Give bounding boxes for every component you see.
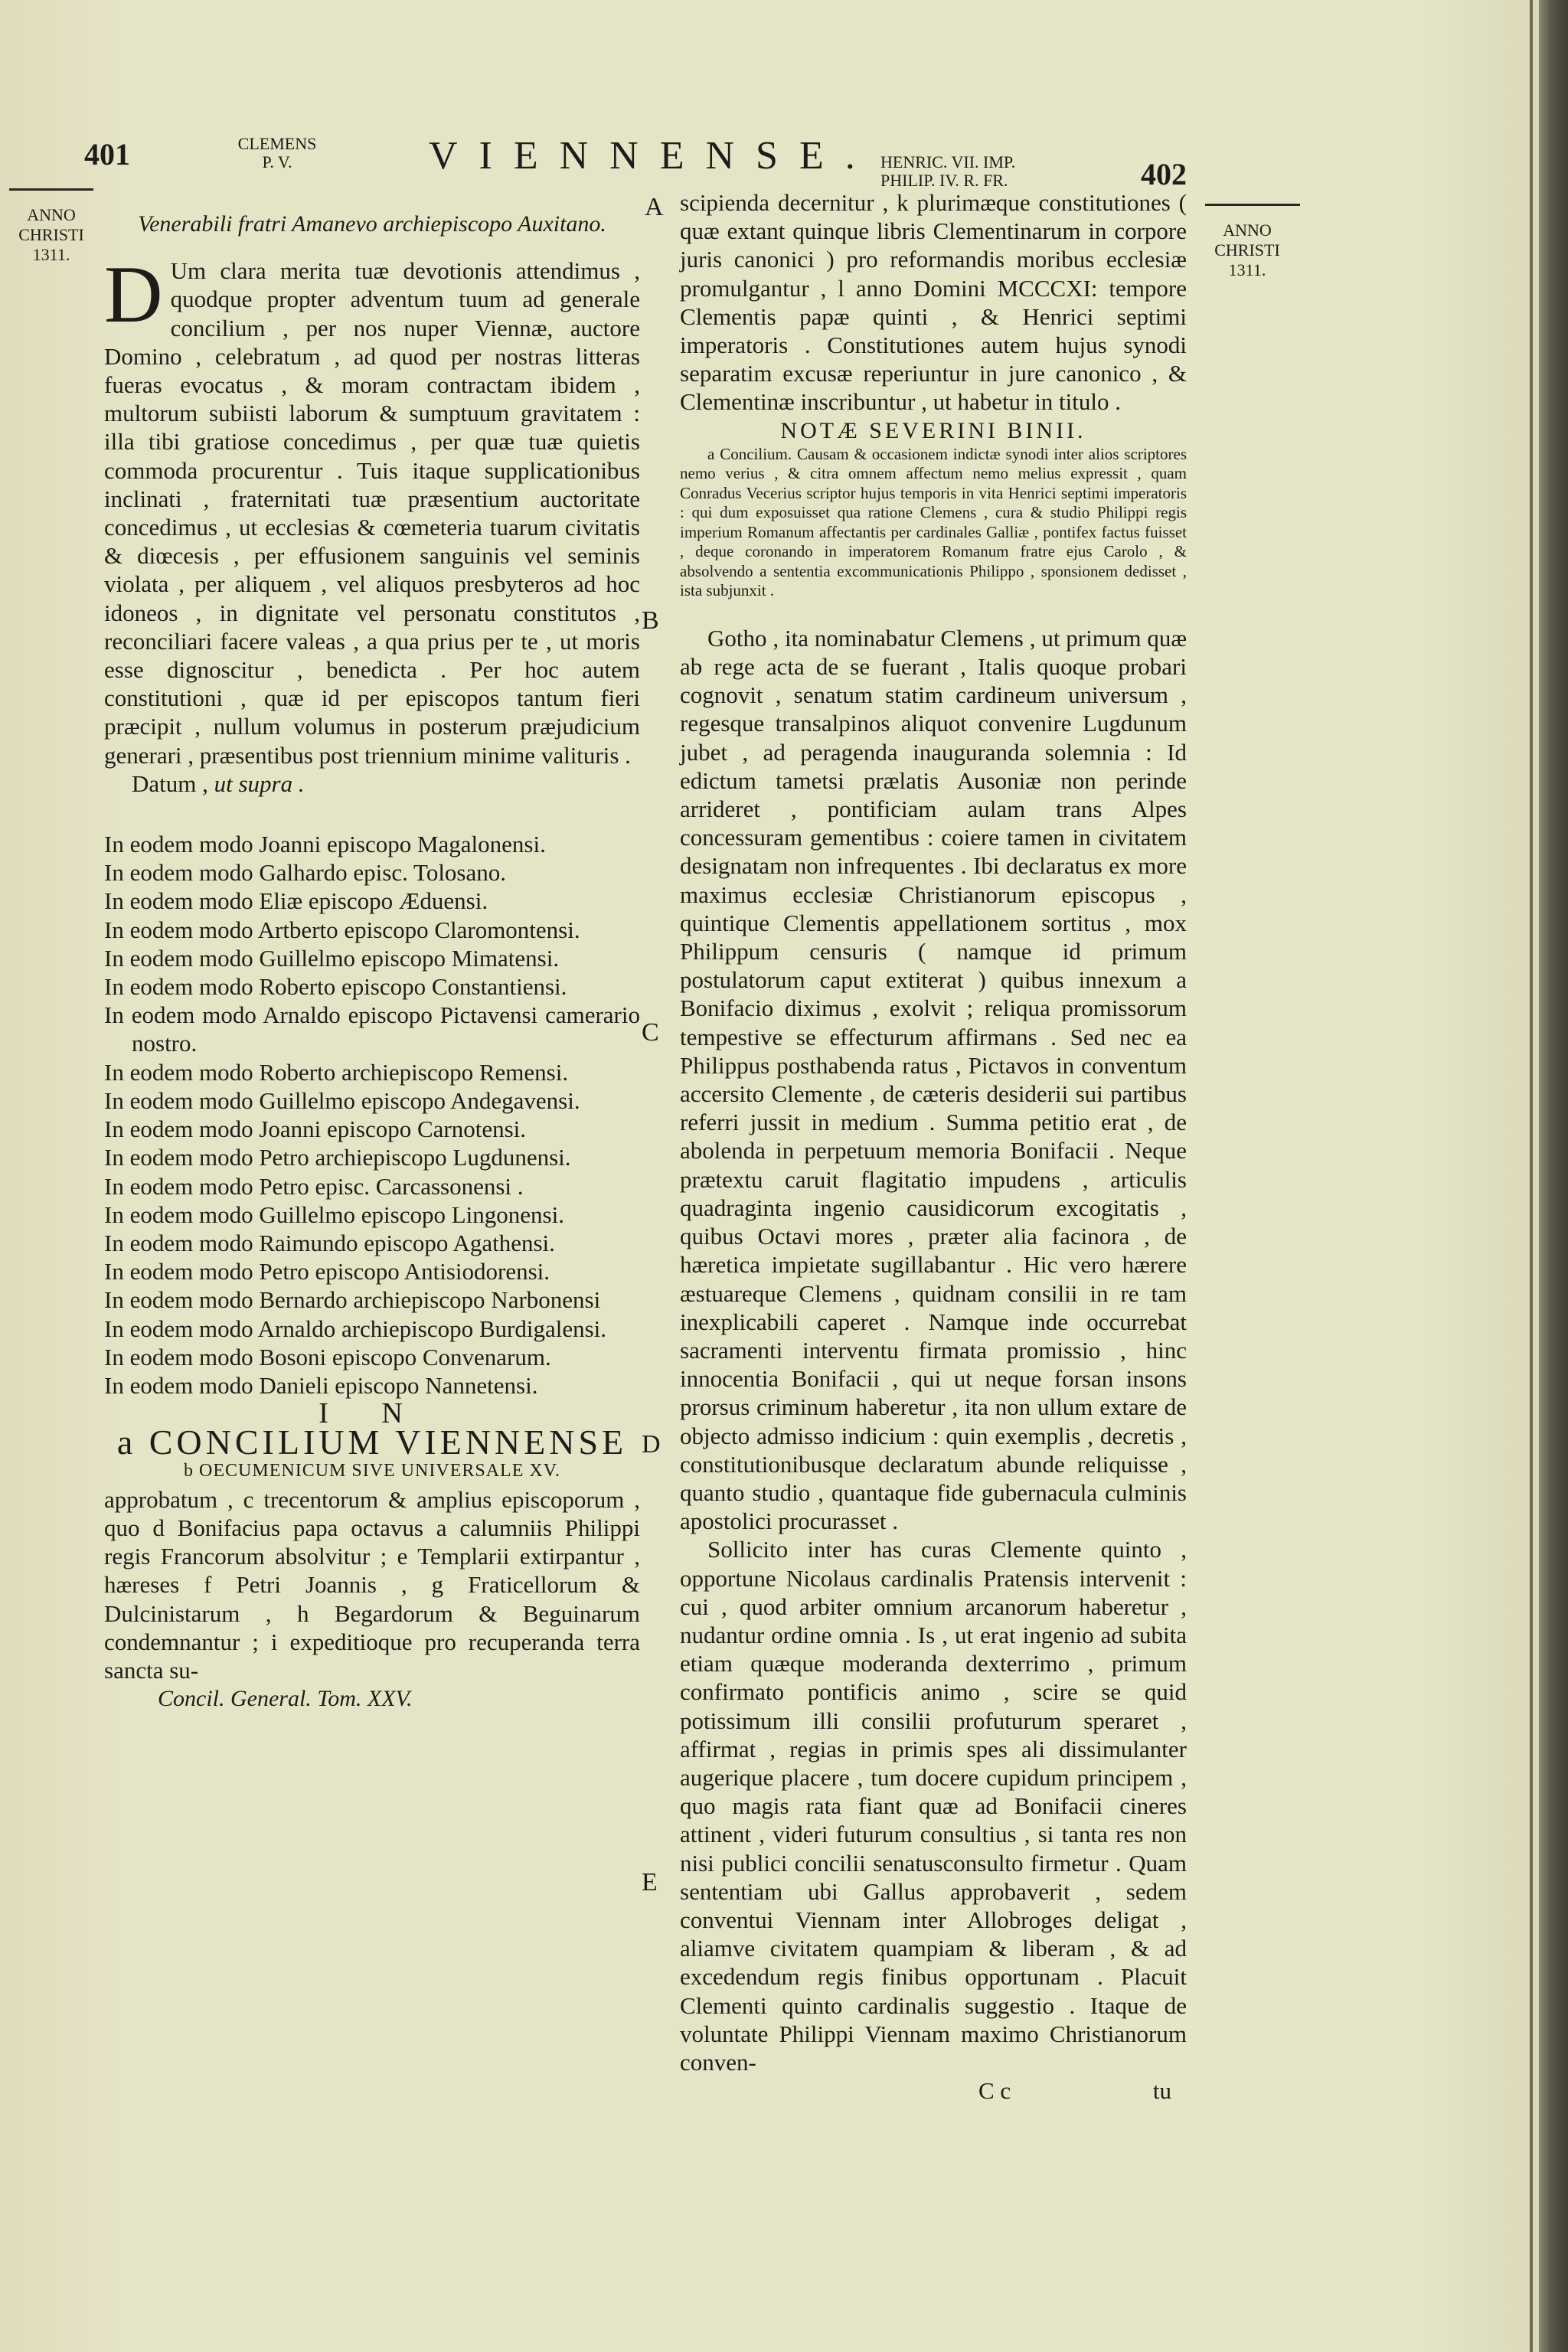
- signature-mark: C c: [978, 2077, 1011, 2105]
- recipient-entry: In eodem modo Joanni episcopo Magalonensi.: [104, 831, 546, 858]
- recipient-entry: In eodem modo Arnaldo archiepiscopo Burdigalensi.: [104, 1315, 607, 1342]
- recipient-entry: In eodem modo Guillelmo episcopo Lingonensi.: [104, 1200, 564, 1228]
- in-heading: I N: [318, 1397, 426, 1430]
- recipient-entry: In eodem modo Bernardo archiepiscopo Narbonensi: [104, 1286, 601, 1314]
- recipient-entry: In eodem modo Danieli episcopo Nannetensi.: [104, 1371, 538, 1399]
- recipient-entry: In eodem modo Roberto episcopo Constantiensi.: [104, 973, 567, 1001]
- recipient-entry: In eodem modo Joanni episcopo Carnotensi.: [104, 1116, 527, 1143]
- recipient-entry: In eodem modo Petro episcopo Antisiodorensi.: [104, 1258, 550, 1285]
- recipient-entry: In eodem modo Guillelmo episcopo Andegavensi.: [104, 1086, 580, 1114]
- section-letter-c: C: [642, 1018, 659, 1047]
- note-a: a Concilium. Causam & occasionem indictæ synodi inter alios scriptores nemo verius , & citra omnem affectum nemo melius expressit , quam Conradus Vecerius scriptor hujus temporis in vita Henrici septimi imperatoris : qui dum exposuisset qua ratione Clemens , cura & studio Philippi regis imperium Romanum affectantis per cardinales Galliæ , pontifex factus fuisset , deque coronando in imperatorem Romanum fratre ejus Carolo , & absolvendo a sententia excommunicationis Philippo , sponsionem dedisset , ista subjunxit .: [680, 444, 1187, 600]
- running-head-line: P. V.: [262, 152, 292, 172]
- left-column: [104, 210, 640, 1713]
- recipient-list: [104, 830, 640, 1400]
- right-running-head: [880, 153, 1133, 190]
- recipient-entry: In eodem modo Roberto archiepiscopo Remensi.: [104, 1058, 569, 1086]
- recipient-entry: In eodem modo Bosoni episcopo Convenarum.: [104, 1343, 551, 1370]
- drop-cap: D: [104, 250, 163, 340]
- datum-italic: ut supra .: [214, 769, 305, 797]
- running-head-line: PHILIP. IV. R. FR.: [880, 171, 1008, 190]
- recipient-entry: In eodem modo Arnaldo episcopo Pictavensi camerario nostro.: [104, 1001, 640, 1057]
- section-letter-e: E: [642, 1868, 658, 1896]
- council-text: approbatum , c trecentorum & amplius episcoporum , quo d Bonifacius papa octavus a calumniis Philippi regis Francorum absolvitur ; e Templarii extirpantur , hæreses f Petri Joannis , g Fraticellorum & Dulcinistarum , h Begardorum & Beguinarum condemnantur ; i expeditioque pro recuperanda terra sancta su-: [104, 1485, 640, 1684]
- margin-line: CHRISTI: [1214, 240, 1280, 260]
- left-running-head: [224, 135, 331, 172]
- margin-line: ANNO: [1223, 220, 1272, 240]
- catchword: tu: [1152, 2077, 1171, 2105]
- section-letter-a: A: [645, 193, 664, 221]
- section-letter-b: B: [642, 606, 659, 635]
- right-column: [680, 188, 1187, 2105]
- council-title: a CONCILIUM VIENNENSE: [116, 1423, 628, 1462]
- right-top-text: scipienda decernitur , k plurimæque constitutiones ( quæ extant quinque libris Clementinarum in corpore juris canonici ) pro reformandis moribus ecclesiæ promulgantur , l anno Domini MCCCXI: tempore Clementis papæ quinti , & Henrici septimi imperatoris . Constitutiones autem hujus synodi separatim excusæ reperiuntur in jure canonico , & Clementinæ inscribuntur , ut habetur in titulo .: [680, 189, 1187, 416]
- page-title: VIENNENSE.: [429, 134, 877, 178]
- footer-signature: Concil. General. Tom. XXV.: [158, 1686, 413, 1712]
- recipient-entry: In eodem modo Galhardo episc. Tolosano.: [104, 859, 507, 887]
- council-subtitle: b OECUMENICUM SIVE UNIVERSALE XV.: [184, 1460, 560, 1481]
- paragraph-1: Gotho , ita nominabatur Clemens , ut primum quæ ab rege acta de se fuerant , Italis quoque probari cognovit , senatum statim cardineum universum , regesque transalpinos aliquot convenire Lugdunum jubet , ad peragenda inauguranda solemnia : Id edictum tametsi prælatis Ausoniæ non perinde arrideret , pontificiam aulam trans Alpes concessuram gementibus : coiere tamen in civitatem designatam non infrequentes . Ibi declaratus ex more maximus ecclesiæ Christianorum episcopus , quintique Clementis appellationem sortitus , mox Philippum censuris ( namque id primum postulatorum caput extiterat ) quibus innexum a Bonifacio diximus , exolvit ; reliqua promissorum tempestive se effecturum affirmans . Sed nec ea Philippus posthabenda ratus , Pictavos in conventum accersito Clemente , de cæteris desiderii sui partibus referri jussit in medium . Summa petitio erat , de abolenda in perpetuum memoria Bonifacii . Neque prætextu caruit flagitatio impudens , articulis quadraginta ingenio causidicorum excogitatis , quibus Octavi mores , præter alia facinora , de hæretica impietate sugillabantur . Hic vero hærere æstuareque Clemens , quidnam consilii in re tam inexplicabili caperet . Namque inde occurrebat sacramenti interventu firmata promissio , hinc innocentia Bonifacii , qui ut neque forsan insons prorsus criminum haberetur , ita non ullum extare de objecto admisso indicium : quin exemplis , decretis , constitutionibusque declaratum abunde reliquisse , quanto studio , quantaque fide gubernacula culminis apostolici procurasset .: [680, 624, 1187, 1535]
- paragraph-2: Sollicito inter has curas Clemente quinto , opportune Nicolaus cardinalis Pratensis intervenit : cui , quod arbiter omnium arcanorum haberetur , nudantur ordine omnia . Is , ut erat ingenio ad subita etiam quæque moderanda dexterrimo , primum confirmato pontificis animo , scire se quid potissimum illi consilii profuturum speraret , affirmat , regias in primis spes ali dissimulanter augerique placere , tum docere cupidum principem , quo magis rata fiant quæ ad Bonifacii cineres attinent , videri futurum consultius , si tanta res non nisi publici concilii senatusconsulto firmetur . Quam sententiam ubi Gallus approbaverit , sedem conventui Viennam inter Allobroges deligat , aliamve civitatem quampiam & liberam , & ad excedendum regis finibus opportunam . Placuit Clementi quinto cardinalis suggestio . Itaque de voluntate Philippi Viennam maximo Christianorum conven-: [680, 1536, 1187, 2076]
- letter-date: [104, 769, 640, 798]
- recipient-entry: In eodem modo Eliæ episcopo Æduensi.: [104, 887, 488, 915]
- letter-address: Venerabili fratri Amanevo archiepiscopo Auxitano.: [138, 211, 606, 237]
- recipient-entry: In eodem modo Guillelmo episcopo Mimatensi.: [104, 944, 560, 972]
- recipient-entry: In eodem modo Raimundo episcopo Agathensi.: [104, 1229, 555, 1256]
- letter-body: [104, 250, 640, 769]
- right-margin-year: [1200, 220, 1294, 280]
- datum-label: Datum ,: [132, 769, 208, 797]
- right-page-number: 402: [1141, 157, 1187, 191]
- recipient-entry: In eodem modo Artberto episcopo Claromontensi.: [104, 916, 580, 943]
- left-page-number: 401: [84, 137, 130, 172]
- running-head-line: CLEMENS: [237, 134, 317, 153]
- margin-line: CHRISTI: [18, 225, 84, 244]
- margin-line: ANNO: [27, 205, 76, 224]
- section-letter-d: D: [642, 1430, 661, 1459]
- right-margin-rule: [1205, 204, 1300, 206]
- page-foot: [680, 2076, 1187, 2105]
- notes-heading: NOTÆ SEVERINI BINII.: [780, 417, 1086, 443]
- left-margin-rule: [9, 188, 93, 191]
- recipient-entry: In eodem modo Petro archiepiscopo Lugdunensi.: [104, 1144, 571, 1171]
- gutter-line: [1530, 0, 1533, 2352]
- left-margin-year: [6, 205, 96, 265]
- margin-line: 1311.: [32, 245, 70, 264]
- recipient-entry: In eodem modo Petro episc. Carcassonensi .: [104, 1172, 524, 1200]
- running-head-line: HENRIC. VII. IMP.: [880, 152, 1016, 172]
- letter-text: Um clara merita tuæ devotionis attendimus , quodque propter adventum tuum ad generale concilium , per nos nuper Viennæ, auctore Domino , celebratum , ad quod per nostras litteras fueras evocatus , & moram contractam ibidem , multorum subiisti laborum & sumptuum gravitatem : illa tibi gratiose concedimus , per quæ tuæ quietis commoda procurentur . Tuis itaque supplicationibus inclinati , fraternitati tuæ præsentium auctoritate concedimus , ut ecclesias & cœmeteria tuarum civitatis & diœcesis , per effusionem sanguinis vel seminis violata , per aliquem , vel aliquos presbyteros ad hoc idoneos , in dignitate vel personatu constitutos , reconciliari facere valeas , a qua prius per te , ut moris esse dignoscitur , benedicta . Per hoc autem constitutioni , quæ id per episcopos tantum fieri præcipit , nullum volumus in posterum præjudicium generari , præsentibus post triennium minime valituris .: [104, 257, 640, 769]
- book-spine: [1539, 0, 1568, 2352]
- margin-line: 1311.: [1228, 260, 1266, 279]
